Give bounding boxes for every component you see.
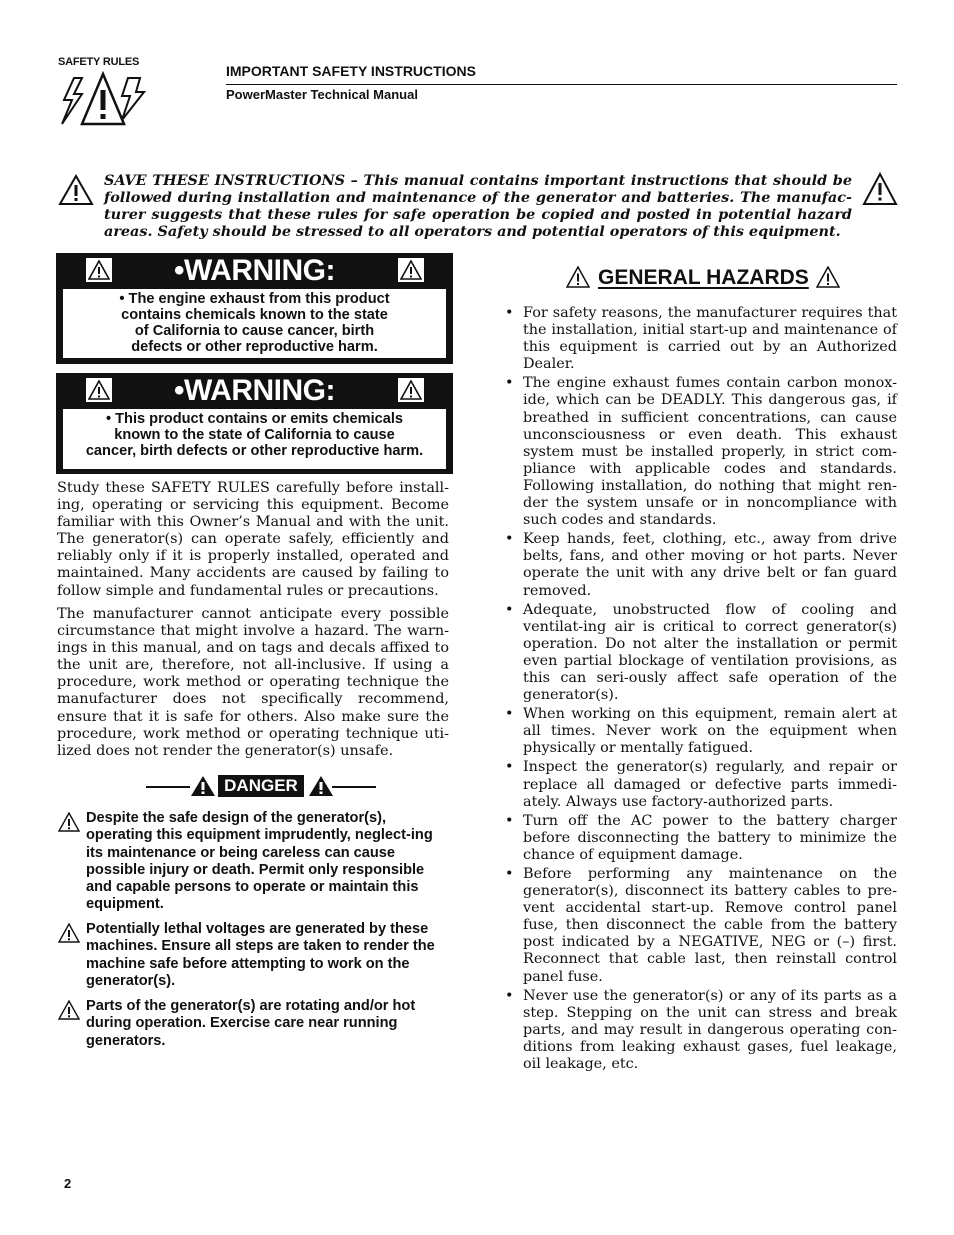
list-item-text: Adequate, unobstructed flow of cooling and ventilat-ing air is critical to correct generator(s) operation. Do not alter the installation or permit even partial blockage of ventilation provisions, as this can seri-ously affect safe operation of the generator(s). — [523, 601, 897, 704]
list-item-text: Keep hands, feet, clothing, etc., away from drive belts, fans, and other moving or hot parts. Never operate the unit with any drive belt or fan guard removed. — [523, 531, 897, 599]
list-item-text: Before performing any maintenance on the generator(s), disconnect its battery cables to pre-vent accidental start-up. Remove control panel fuse, then disconnect the cable from the battery post indicated by a NEGATIVE, NEG or (–) first. Reconnect that cable last, then reinstall control panel fuse. — [523, 866, 897, 985]
bullet-icon: • — [505, 759, 514, 776]
warning-line: known to the state of California to cause — [114, 427, 395, 443]
bullet-icon: • — [505, 812, 514, 829]
caution-triangle-icon — [58, 1000, 80, 1020]
list-item-text: When working on this equipment, remain alert at all times. Never work on the equipment when physically or mentally fatigued. — [523, 706, 897, 757]
list-item-text: Turn off the AC power to the battery charger before disconnecting the battery to minimize the chance of equipment damage. — [523, 812, 897, 863]
bullet-icon: • — [505, 305, 514, 321]
danger-heading — [146, 775, 378, 797]
header-subtitle: PowerMaster Technical Manual — [226, 87, 418, 102]
lightning-warning-icon — [60, 70, 146, 126]
logo-label: SAFETY RULES — [58, 56, 140, 68]
danger-text: Parts of the generator(s) are rotating and/or hot during operation. Exercise care near running generators. — [86, 998, 416, 1049]
warning-line: contains chemicals known to the state — [121, 307, 388, 323]
list-item — [505, 375, 897, 529]
danger-triangle-icon — [190, 775, 216, 797]
warning-triangle-icon — [398, 258, 424, 282]
caution-triangle-icon — [58, 174, 94, 206]
caution-triangle-icon — [58, 812, 80, 832]
body-paragraph: The manufacturer cannot anticipate every possible circumstance that might involve a hazard. The warn-ings in this manual, and on tags and decals affixed to the unit are, therefore, not all-inclusive. If using a procedure, work method or operating technique the manufacturer does not specifically recommend, ensure that it is safe for others. Also make sure the procedure, work method or operating technique uti-lized does not render the generator(s) unsafe. — [57, 606, 449, 759]
danger-triangle-icon — [308, 775, 334, 797]
warning-box-chemicals — [56, 373, 453, 474]
list-item — [505, 602, 897, 705]
danger-rule — [332, 786, 376, 788]
warning-line: defects or other reproductive harm. — [131, 339, 378, 355]
caution-triangle-icon — [862, 172, 898, 206]
warning-line: cancer, birth defects or other reproductive harm. — [85, 443, 424, 459]
page-number: 2 — [64, 1176, 72, 1191]
bullet-icon: • — [505, 706, 514, 723]
header-title: IMPORTANT SAFETY INSTRUCTIONS — [226, 63, 476, 79]
warning-line: • The engine exhaust from this product — [119, 291, 390, 307]
general-hazards-list — [505, 305, 897, 1075]
warning-line: • This product contains or emits chemicals — [105, 411, 404, 427]
danger-label: DANGER — [218, 775, 304, 797]
bullet-icon: • — [505, 531, 514, 548]
danger-item — [58, 921, 450, 990]
caution-triangle-icon — [816, 266, 840, 288]
bullet-icon: • — [505, 375, 514, 392]
warning-line: of California to cause cancer, birth — [134, 323, 375, 339]
caution-triangle-icon — [566, 266, 590, 288]
danger-rule — [146, 786, 190, 788]
list-item — [505, 531, 897, 599]
warning-title: •WARNING: — [174, 254, 335, 287]
danger-item — [58, 998, 450, 1050]
warning-triangle-icon — [398, 378, 424, 402]
intro-instructions: SAVE THESE INSTRUCTIONS – This manual contains important instructions that should be followed during installation and maintenance of the generator and batteries. The manufac-turer suggests that these rules for safe operation be copied and posted in potential hazard areas. Safety should be stressed to all operators and potential operators of this equipment. — [104, 172, 852, 240]
warning-text — [63, 409, 446, 469]
safety-rules-logo — [58, 56, 150, 128]
list-item-text: For safety reasons, the manufacturer requires that the installation, initial start-up and maintenance of this equipment is carried out by an Authorized Dealer. — [523, 305, 897, 373]
list-item — [505, 988, 897, 1073]
header-divider — [226, 84, 897, 85]
list-item-text: Inspect the generator(s) regularly, and repair or replace all damaged or defective parts immedi-ately. Always use factory-authorized parts. — [523, 759, 897, 810]
bullet-icon: • — [505, 866, 514, 882]
warning-box-exhaust — [56, 253, 453, 364]
caution-triangle-icon — [58, 923, 80, 943]
danger-item — [58, 810, 450, 914]
danger-text: Despite the safe design of the generator(s), operating this equipment imprudently, neglect-ing its maintenance or being careless can cause possible injury or death. Permit only responsible and capable persons to operate or maintain this equipment. — [86, 810, 433, 913]
body-paragraph: Study these SAFETY RULES carefully before install-ing, operating or servicing this equipment. Become familiar with this Owner’s Manual and with the unit. The generator(s) can operate safely, efficiently and reliably only if it is properly installed, operated and maintained. Many accidents are caused by failing to follow simple and fundamental rules or precautions. — [57, 480, 449, 599]
list-item — [505, 759, 897, 810]
general-hazards-heading — [566, 264, 838, 292]
list-item — [505, 866, 897, 986]
bullet-icon: • — [505, 601, 514, 618]
warning-text — [63, 289, 446, 358]
list-item-text: The engine exhaust fumes contain carbon monox-ide, which can be DEADLY. This dangerous gas, if breathed in sufficient concentrations, can cause unconsciousness or even death. This exhaust system must be installed properly, in strict com-pliance with applicable codes and standards. Following installation, do nothing that might ren-der the system unsafe or in noncompliance with such codes and standards. — [523, 375, 897, 529]
list-item — [505, 813, 897, 864]
list-item — [505, 706, 897, 757]
list-item-text: Never use the generator(s) or any of its parts as a step. Stepping on the unit can stress and break parts, and may result in dangerous operating con-ditions from leaking exhaust gases, fuel leakage, oil leakage, etc. — [523, 987, 897, 1073]
danger-text: Potentially lethal voltages are generated by these machines. Ensure all steps are taken to render the machine safe before attempting to work on the generator(s). — [86, 921, 435, 989]
section-title: GENERAL HAZARDS — [598, 266, 809, 289]
list-item — [505, 305, 897, 373]
warning-title: •WARNING: — [174, 374, 335, 407]
bullet-icon: • — [505, 987, 514, 1004]
